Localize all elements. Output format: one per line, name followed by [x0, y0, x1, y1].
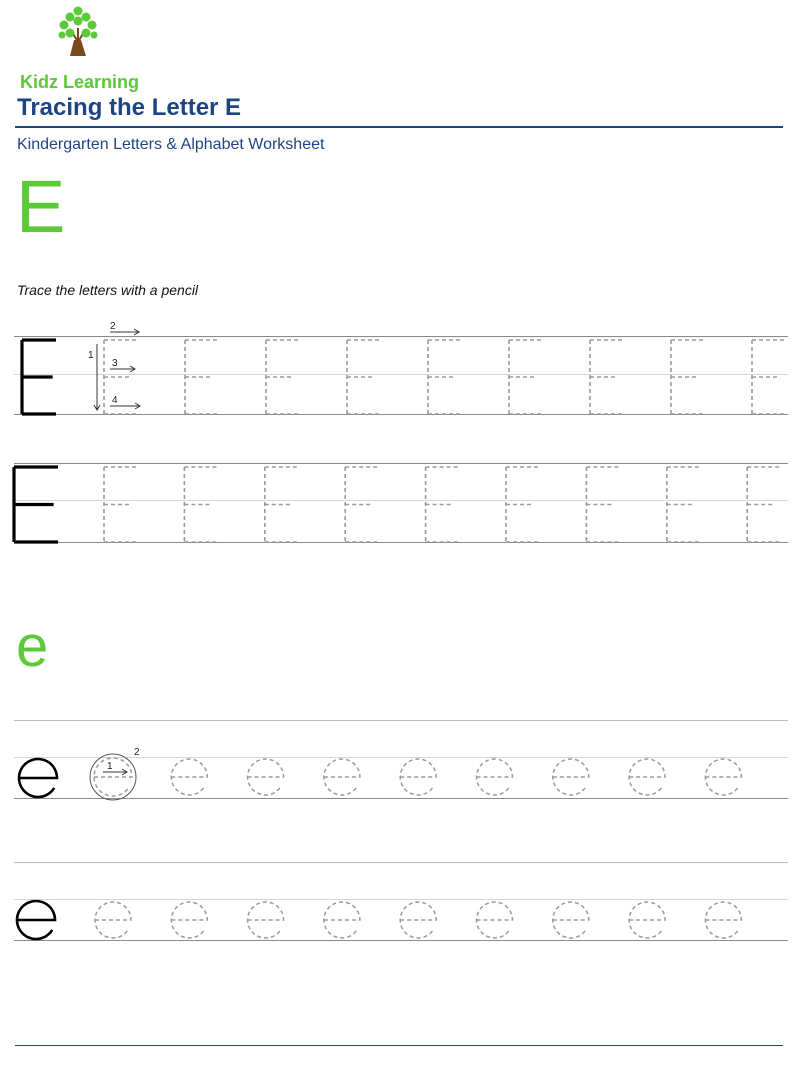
uppercase-model-letter: [14, 467, 58, 542]
stroke-2-number: 2: [110, 321, 116, 332]
uppercase-trace-letter-3: [266, 340, 300, 414]
lowercase-trace-letter-1: [94, 758, 132, 796]
tree-logo-icon: [50, 4, 106, 60]
uppercase-trace-letter-4: [347, 340, 381, 414]
uppercase-trace-letter-5: [426, 467, 460, 542]
lowercase-display-letter: e: [16, 614, 49, 679]
lowercase-model-letter: [17, 901, 55, 939]
stroke-1-number: 1: [88, 350, 94, 361]
lowercase-trace-letter-9: [705, 759, 741, 795]
uppercase-display-letter: E: [16, 165, 66, 248]
lowercase-trace-row-2: [0, 842, 794, 962]
uppercase-trace-letter-7: [586, 467, 620, 542]
brand-name: Kidz Learning: [20, 72, 140, 92]
uppercase-trace-letter-6: [509, 340, 543, 414]
uppercase-trace-letter-9: [747, 467, 781, 542]
lowercase-trace-letter-4: [324, 759, 360, 795]
lowercase-trace-letter-8: [629, 759, 665, 795]
uppercase-trace-row-1: [0, 300, 794, 430]
lowercase-trace-letter-8: [629, 902, 665, 938]
lowercase-model-letter: [19, 759, 57, 797]
uppercase-trace-letter-5: [428, 340, 462, 414]
stroke-4-number: 4: [112, 395, 118, 406]
stroke-2-number: 2: [134, 747, 140, 758]
lowercase-trace-letter-2: [171, 902, 207, 938]
uppercase-trace-letter-6: [506, 467, 540, 542]
uppercase-trace-letter-9: [752, 340, 786, 414]
uppercase-trace-letter-7: [590, 340, 624, 414]
lowercase-trace-letter-6: [477, 759, 513, 795]
lowercase-trace-letter-4: [324, 902, 360, 938]
uppercase-trace-letter-3: [265, 467, 299, 542]
lowercase-trace-letter-7: [553, 902, 589, 938]
lowercase-trace-letter-3: [248, 902, 284, 938]
page-subtitle: Kindergarten Letters & Alphabet Worksheet: [17, 136, 325, 153]
lowercase-trace-row-1: [0, 700, 794, 820]
lowercase-trace-letter-1: [95, 902, 131, 938]
page-title: Tracing the Letter E: [17, 94, 242, 121]
uppercase-trace-letter-8: [671, 340, 705, 414]
footer-divider: [15, 1045, 783, 1046]
lowercase-trace-letter-6: [477, 902, 513, 938]
instruction-text: Trace the letters with a pencil: [17, 282, 199, 298]
lowercase-trace-letter-2: [171, 759, 207, 795]
uppercase-trace-letter-4: [345, 467, 379, 542]
lowercase-trace-letter-5: [400, 759, 436, 795]
header-divider: [15, 126, 783, 128]
lowercase-trace-letter-7: [553, 759, 589, 795]
lowercase-trace-letter-3: [248, 759, 284, 795]
uppercase-trace-letter-2: [184, 467, 218, 542]
uppercase-trace-row-2: [0, 440, 794, 560]
stroke-3-number: 3: [112, 358, 118, 369]
stroke-1-number: 1: [107, 761, 113, 772]
uppercase-trace-letter-8: [667, 467, 701, 542]
uppercase-trace-letter-1: [104, 467, 138, 542]
uppercase-trace-letter-1: [104, 340, 138, 414]
lowercase-trace-letter-5: [400, 902, 436, 938]
stroke-1-arrow: [94, 344, 100, 410]
uppercase-model-letter: [22, 340, 56, 414]
lowercase-trace-letter-9: [705, 902, 741, 938]
uppercase-trace-letter-2: [185, 340, 219, 414]
